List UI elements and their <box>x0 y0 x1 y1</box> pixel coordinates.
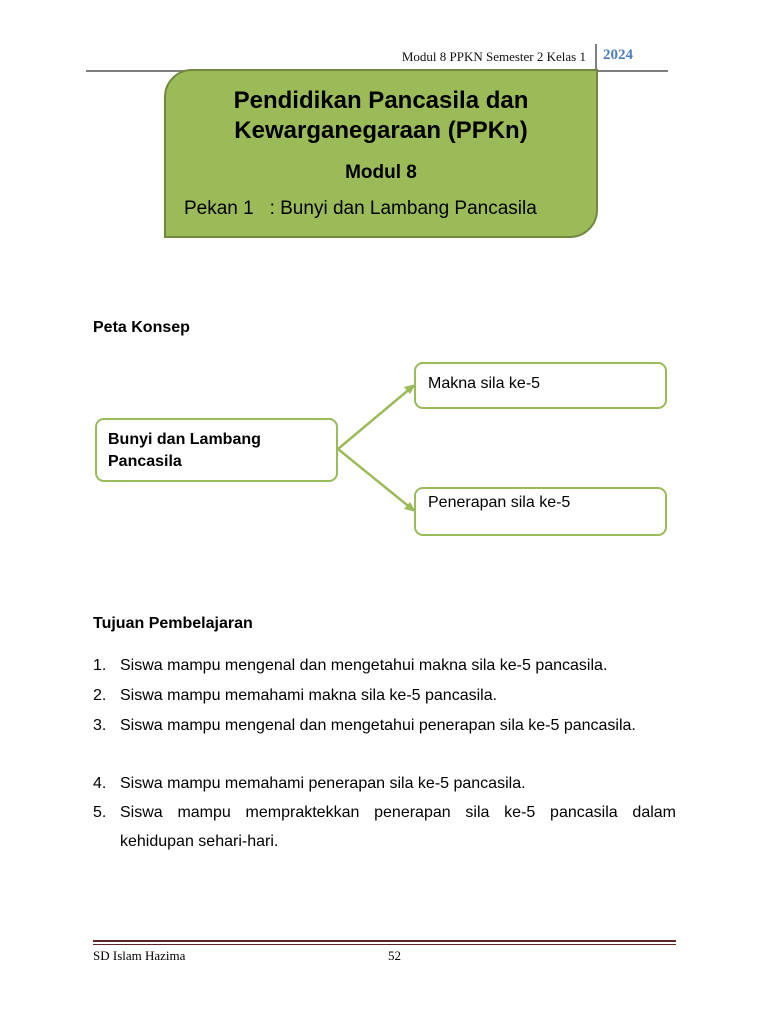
title-line-2: Kewarganegaraan (PPKn) <box>234 117 528 144</box>
week-label: Pekan 1 <box>184 198 254 219</box>
concept-main-line-2: Pancasila <box>108 453 182 470</box>
objective-text: Siswa mampu memahami makna sila ke-5 pancasila. <box>120 687 498 704</box>
title-line-1: Pendidikan Pancasila dan <box>233 87 529 114</box>
objective-item <box>93 798 676 856</box>
connector-upper <box>338 387 412 449</box>
module-label: Modul 8 <box>345 162 417 183</box>
objective-number: 4. <box>93 775 107 792</box>
concept-map-heading: Peta Konsep <box>93 319 190 336</box>
concept-main-text <box>108 429 328 473</box>
footer-school: SD Islam Hazima <box>93 948 186 963</box>
objectives-heading: Tujuan Pembelajaran <box>93 615 253 632</box>
objective-item <box>93 651 676 680</box>
footer-rule-thick <box>93 940 676 942</box>
objective-text: Siswa mampu mengenal dan mengetahui makna sila ke-5 pancasila. <box>120 657 608 674</box>
objective-text: Siswa mampu mengenal dan mengetahui penerapan sila ke-5 pancasila. <box>120 717 636 734</box>
header-module-info: Modul 8 PPKN Semester 2 Kelas 1 <box>401 49 586 64</box>
objective-item <box>93 711 676 740</box>
header-year: 2024 <box>603 47 633 63</box>
footer-page-number: 52 <box>388 948 401 963</box>
objective-text: Siswa mampu mempraktekkan penerapan sila ke-5 pancasila dalam kehidupan sehari-hari. <box>120 804 676 850</box>
concept-branch-text-2: Penerapan sila ke-5 <box>428 494 571 511</box>
connector-lower <box>338 449 412 509</box>
concept-main-line-1: Bunyi dan Lambang <box>108 431 261 448</box>
footer-rule-thin <box>93 944 676 945</box>
objective-number: 5. <box>93 804 107 821</box>
objective-item <box>93 769 676 798</box>
objective-item <box>93 681 676 710</box>
week-topic: : Bunyi dan Lambang Pancasila <box>269 198 537 219</box>
objective-number: 1. <box>93 657 107 674</box>
concept-branch-text-1: Makna sila ke-5 <box>428 375 541 392</box>
objective-number: 2. <box>93 687 107 704</box>
objective-text: Siswa mampu memahami penerapan sila ke-5 pancasila. <box>120 775 526 792</box>
objective-number: 3. <box>93 717 107 734</box>
